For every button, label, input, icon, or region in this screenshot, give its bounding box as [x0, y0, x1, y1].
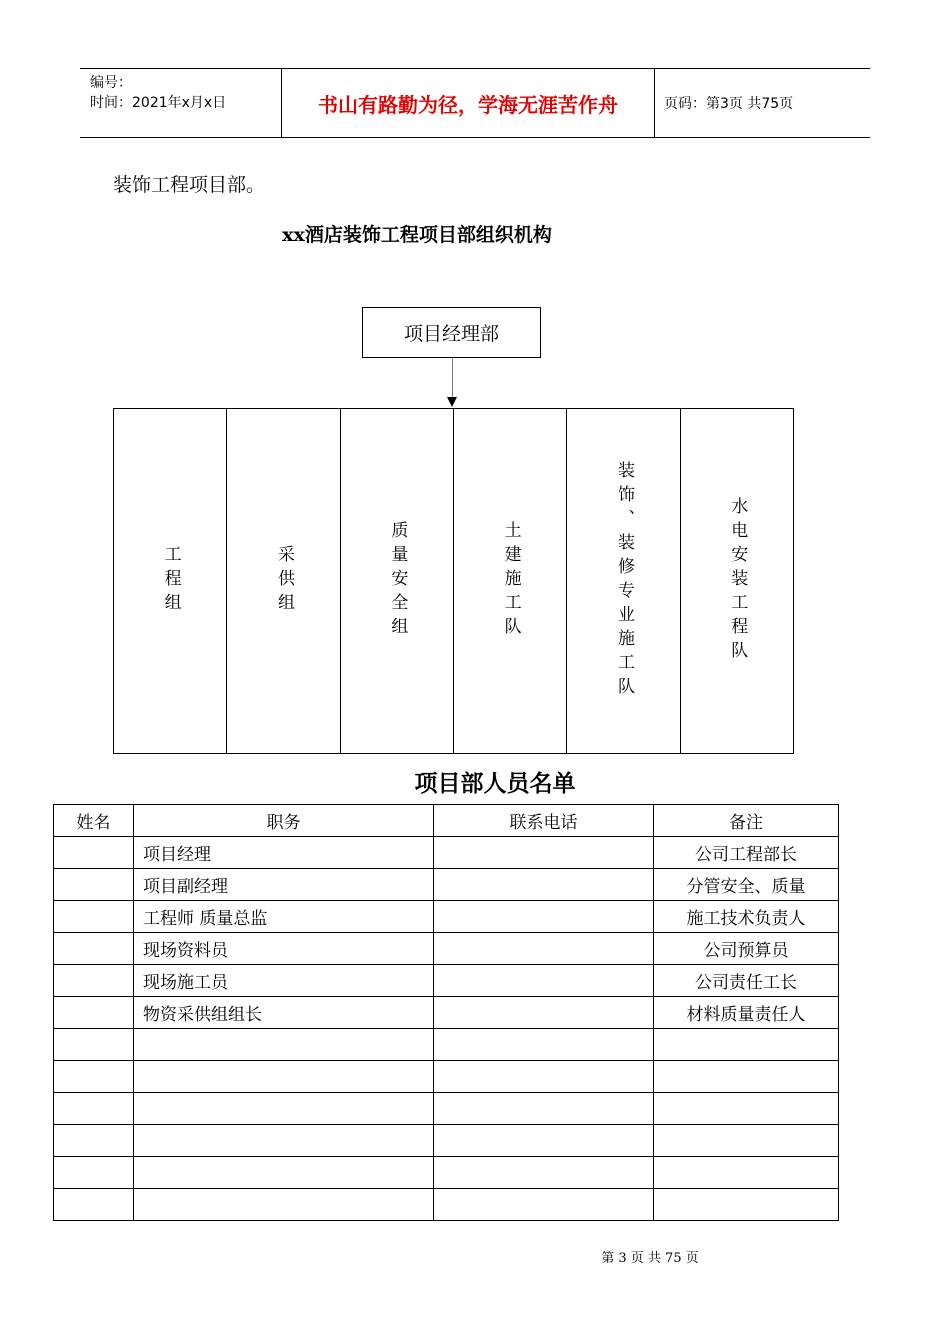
- cell-role: 物资采供组组长: [134, 997, 434, 1029]
- cell-note: [654, 1189, 839, 1221]
- cell-role: [134, 1093, 434, 1125]
- cell-role: [134, 1061, 434, 1093]
- cell-note: [654, 1125, 839, 1157]
- cell-name: [54, 933, 134, 965]
- org-branch-engineering: 工程组: [114, 409, 227, 753]
- cell-role: 工程师 质量总监: [134, 901, 434, 933]
- cell-phone: [434, 1125, 654, 1157]
- page-header: [80, 68, 870, 138]
- staff-table: [53, 804, 839, 1221]
- cell-note: [654, 1157, 839, 1189]
- org-branch-mep: 水电安装工程队: [727, 497, 748, 665]
- table-row: [54, 1093, 839, 1125]
- time-label: 时间：2021年x月x日: [90, 95, 227, 111]
- cell-phone: [434, 1061, 654, 1093]
- cell-role: [134, 1029, 434, 1061]
- table-row: [54, 1061, 839, 1093]
- org-connector-line: [452, 358, 453, 400]
- cell-phone: [434, 901, 654, 933]
- header-name: 姓名: [54, 805, 134, 837]
- table-row: [54, 1029, 839, 1061]
- cell-name: [54, 869, 134, 901]
- cell-name: [54, 1029, 134, 1061]
- org-branch-civil: 土建施工队: [454, 409, 567, 753]
- header-meta: [90, 73, 226, 113]
- cell-role: [134, 1125, 434, 1157]
- cell-phone: [434, 1157, 654, 1189]
- cell-phone: [434, 933, 654, 965]
- cell-phone: [434, 869, 654, 901]
- cell-name: [54, 1125, 134, 1157]
- cell-phone: [434, 997, 654, 1029]
- cell-role: 现场资料员: [134, 933, 434, 965]
- intro-text: 装饰工程项目部。: [113, 174, 266, 196]
- org-chart-title: xx酒店装饰工程项目部组织机构: [282, 224, 552, 246]
- table-row: [54, 837, 839, 869]
- cell-phone: [434, 965, 654, 997]
- header-note: 备注: [654, 805, 839, 837]
- table-row: [54, 1125, 839, 1157]
- table-row: [54, 997, 839, 1029]
- org-top-node: 项目经理部: [362, 307, 541, 358]
- cell-role: 项目经理: [134, 837, 434, 869]
- table-row: [54, 869, 839, 901]
- cell-name: [54, 1189, 134, 1221]
- cell-role: [134, 1189, 434, 1221]
- org-branch-procurement: 采供组: [227, 409, 340, 753]
- table-row: [54, 901, 839, 933]
- cell-note: 公司责任工长: [654, 965, 839, 997]
- header-motto: 书山有路勤为径，学海无涯苦作舟: [281, 69, 655, 137]
- cell-note: [654, 1093, 839, 1125]
- table-row: [54, 965, 839, 997]
- org-branch-quality-safety: 质量安全组: [341, 409, 454, 753]
- cell-role: 现场施工员: [134, 965, 434, 997]
- org-branches: [113, 408, 794, 754]
- table-row: [54, 933, 839, 965]
- table-header-row: [54, 805, 839, 837]
- cell-note: 分管安全、质量: [654, 869, 839, 901]
- cell-role: [134, 1157, 434, 1189]
- cell-role: 项目副经理: [134, 869, 434, 901]
- cell-name: [54, 837, 134, 869]
- code-label: 编号：: [90, 75, 132, 91]
- header-phone: 联系电话: [434, 805, 654, 837]
- cell-note: 施工技术负责人: [654, 901, 839, 933]
- cell-name: [54, 1061, 134, 1093]
- cell-name: [54, 901, 134, 933]
- cell-note: [654, 1061, 839, 1093]
- cell-phone: [434, 1189, 654, 1221]
- cell-phone: [434, 1093, 654, 1125]
- arrow-down-icon: [447, 397, 457, 407]
- cell-note: [654, 1029, 839, 1061]
- cell-note: 公司工程部长: [654, 837, 839, 869]
- cell-phone: [434, 1029, 654, 1061]
- cell-phone: [434, 837, 654, 869]
- cell-name: [54, 965, 134, 997]
- cell-name: [54, 997, 134, 1029]
- header-page-info: 页码：第3页 共75页: [664, 96, 794, 112]
- cell-name: [54, 1157, 134, 1189]
- cell-note: 公司预算员: [654, 933, 839, 965]
- header-role: 职务: [134, 805, 434, 837]
- cell-name: [54, 1093, 134, 1125]
- page-footer: 第 3 页 共 75 页: [601, 1251, 699, 1266]
- cell-note: 材料质量责任人: [654, 997, 839, 1029]
- staff-list-title: 项目部人员名单: [414, 770, 576, 797]
- org-branch-decoration: 装饰、装修专业施工队: [567, 409, 680, 753]
- table-row: [54, 1157, 839, 1189]
- table-row: [54, 1189, 839, 1221]
